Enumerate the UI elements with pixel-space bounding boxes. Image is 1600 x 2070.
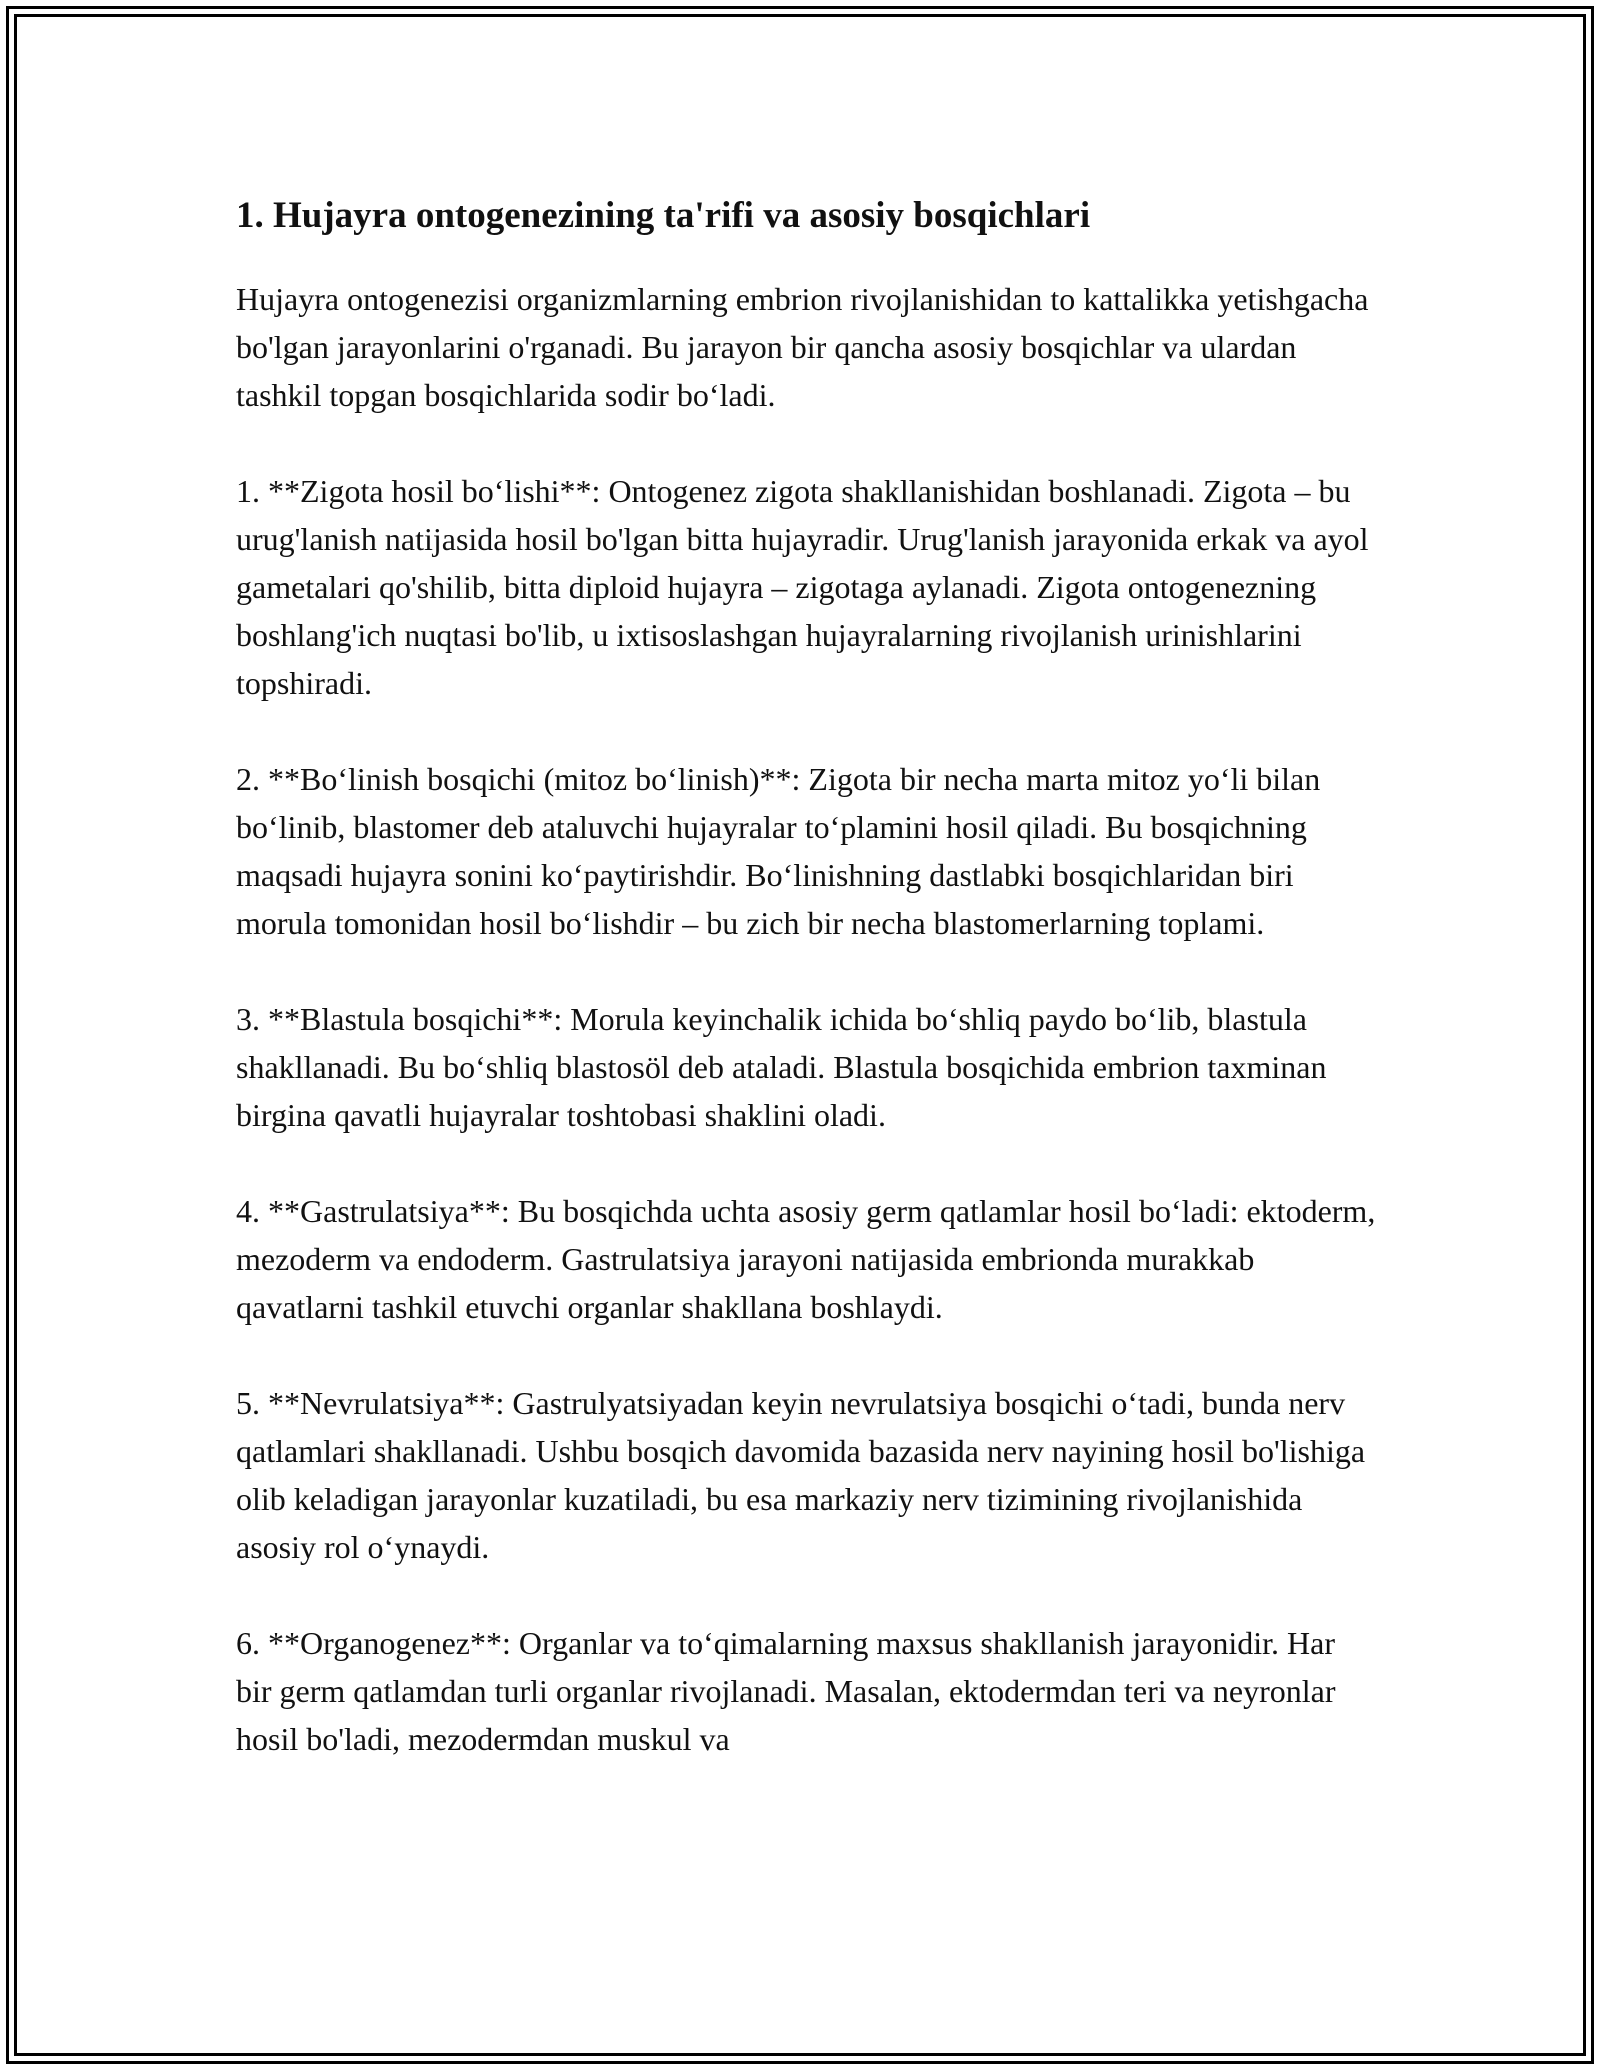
page-title: 1. Hujayra ontogenezining ta'rifi va asosiy bosqichlari (236, 195, 1091, 236)
organogenesis-paragraph: 6. **Organogenez**: Organlar va to‘qimalarning maxsus shakllanish jarayonidir. Har bir germ qatlamdan turli organlar rivojlanadi. Masalan, ektodermdan teri va neyronlar hosil bo'ladi, mezodermdan muskul va (236, 1625, 1336, 1757)
zygote-formation-paragraph: 1. **Zigota hosil bo‘lishi**: Ontogenez zigota shakllanishidan boshlanadi. Zigota – bu urug'lanish natijasida hosil bo'lgan bitta hujayradir. Urug'lanish jarayonida erkak va ayol gametalari qo'shilib, bitta diploid hujayra – zigotaga aylanadi. Zigota ontogenezning boshlang'ich nuqtasi bo'lib, u ixtisoslashgan hujayralarning rivojlanish urinishlarini topshiradi. (236, 473, 1369, 701)
cleavage-stage-paragraph: 2. **Bo‘linish bosqichi (mitoz bo‘linish)**: Zigota bir necha marta mitoz yo‘li bilan bo‘linib, blastomer deb ataluvchi hujayralar to‘plamini hosil qiladi. Bu bosqichning maqsadi hujayra sonini ko‘paytirishdir. Bo‘linishning dastlabki bosqichlaridan biri morula tomonidan hosil bo‘lishdir – bu zich bir necha blastomerlarning toplami. (236, 761, 1321, 941)
document-body (236, 188, 1376, 1763)
neurulation-paragraph: 5. **Nevrulatsiya**: Gastrulyatsiyadan keyin nevrulatsiya bosqichi o‘tadi, bunda nerv qatlamlari shakllanadi. Ushbu bosqich davomida bazasida nerv nayining hosil bo'lishiga olib keladigan jarayonlar kuzatiladi, bu esa markaziy nerv tizimining rivojlanishida asosiy rol o‘ynaydi. (236, 1385, 1366, 1565)
blastula-stage-paragraph: 3. **Blastula bosqichi**: Morula keyinchalik ichida bo‘shliq paydo bo‘lib, blastula shakllanadi. Bu bo‘shliq blastosöl deb ataladi. Blastula bosqichida embrion taxminan birgina qavatli hujayralar toshtobasi shaklini oladi. (236, 1001, 1327, 1133)
intro-paragraph: Hujayra ontogenezisi organizmlarning embrion rivojlanishidan to kattalikka yetishgacha bo'lgan jarayonlarini o'rganadi. Bu jarayon bir qancha asosiy bosqichlar va ulardan tashkil topgan bosqichlarida sodir bo‘ladi. (236, 281, 1369, 413)
gastrulation-paragraph: 4. **Gastrulatsiya**: Bu bosqichda uchta asosiy germ qatlamlar hosil bo‘ladi: ektoderm, mezoderm va endoderm. Gastrulatsiya jarayoni natijasida embrionda murakkab qavatlarni tashkil etuvchi organlar shakllana boshlaydi. (236, 1193, 1376, 1325)
